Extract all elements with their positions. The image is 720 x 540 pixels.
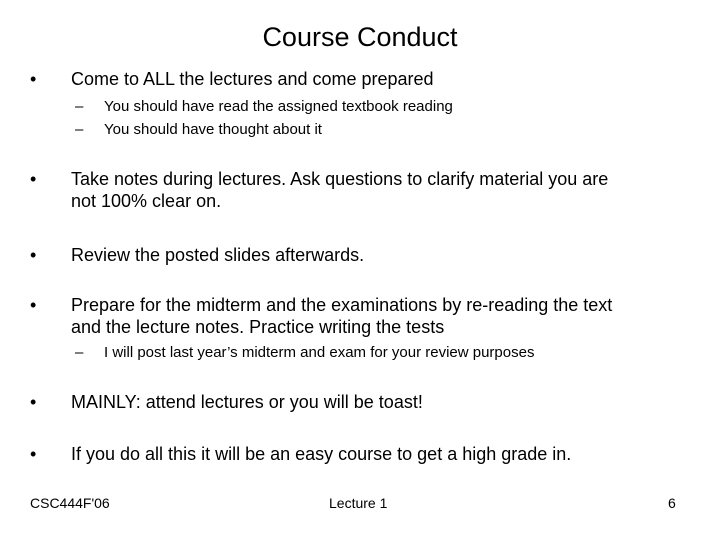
footer-page-number: 6: [668, 495, 676, 511]
bullet-marker: •: [30, 169, 37, 189]
dash-marker: –: [75, 121, 84, 138]
bullet-text: If you do all this it will be an easy course to get a high grade in.: [71, 444, 572, 464]
bullet-marker: •: [30, 245, 37, 265]
bullet-text: and the lecture notes. Practice writing the tests: [71, 317, 445, 337]
bullet-text: Prepare for the midterm and the examinations by re-reading the text: [71, 295, 613, 315]
sub-bullet-text: I will post last year’s midterm and exam for your review purposes: [104, 344, 535, 361]
bullet-text: Take notes during lectures. Ask questions to clarify material you are: [71, 169, 609, 189]
bullet-text: Review the posted slides afterwards.: [71, 245, 365, 265]
dash-marker: –: [75, 98, 84, 115]
sub-bullet-text: You should have read the assigned textbook reading: [104, 98, 453, 115]
dash-marker: –: [75, 344, 84, 361]
bullet-text: MAINLY: attend lectures or you will be toast!: [71, 392, 423, 412]
bullet-text: Come to ALL the lectures and come prepared: [71, 69, 434, 89]
sub-bullet-text: You should have thought about it: [104, 121, 322, 138]
footer-lecture: Lecture 1: [329, 495, 388, 511]
bullet-marker: •: [30, 444, 37, 464]
bullet-marker: •: [30, 69, 37, 89]
footer-course: CSC444F'06: [30, 495, 110, 511]
slide-title: Course Conduct: [262, 22, 458, 52]
bullet-marker: •: [30, 392, 37, 412]
bullet-marker: •: [30, 295, 37, 315]
bullet-text: not 100% clear on.: [71, 191, 222, 211]
